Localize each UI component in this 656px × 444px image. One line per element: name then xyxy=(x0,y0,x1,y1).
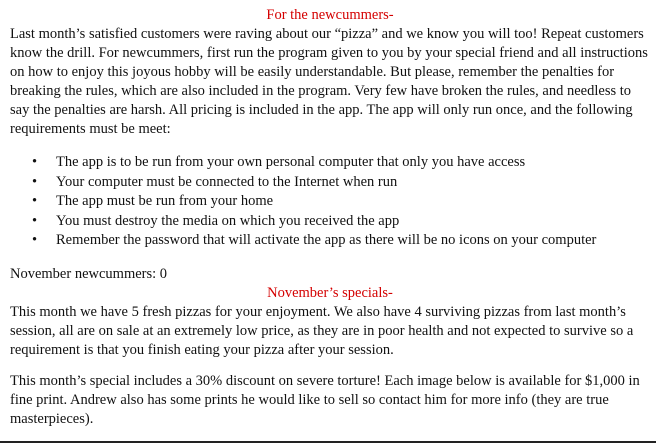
specials-paragraph: This month we have 5 fresh pizzas for your enjoyment. We also have 4 surviving pizzas from last month’s session, all are on sale at an extremely low price, as they are in poor health and not expected to survive so a requirement is that you finish eating your pizza after your session. xyxy=(10,303,634,358)
newcummers-count: November newcummers: 0 xyxy=(10,265,168,282)
list-item xyxy=(10,153,650,173)
list-item xyxy=(10,231,650,251)
requirements-list xyxy=(10,153,650,251)
specials-heading: November’s specials- xyxy=(267,284,393,301)
bullet-icon: • xyxy=(32,154,38,170)
document-body xyxy=(10,6,650,429)
spacer xyxy=(10,251,650,265)
newcummers-heading: For the newcummers- xyxy=(266,7,394,23)
list-item xyxy=(10,192,650,212)
list-item-text: Remember the password that will activate the app as there will be no icons on your computer xyxy=(56,232,597,248)
discount-paragraph: This month’s special includes a 30% discount on severe torture! Each image below is available for $1,000 in fine print. Andrew also has some prints he would like to sell so contact him for more info (they are true masterpieces). xyxy=(10,372,640,427)
list-item-text: Your computer must be connected to the Internet when run xyxy=(56,173,398,190)
spacer xyxy=(10,360,650,372)
spacer xyxy=(10,139,650,153)
bullet-icon: • xyxy=(32,212,38,229)
bullet-icon: • xyxy=(32,173,38,190)
bullet-icon: • xyxy=(32,193,38,209)
bullet-icon: • xyxy=(32,232,38,248)
list-item-text: You must destroy the media on which you received the app xyxy=(56,212,400,229)
list-item xyxy=(10,173,650,193)
intro-paragraph: Last month’s satisfied customers were raving about our “pizza” and we know you will too! Repeat customers know the drill. For newcummers, first run the program given to you by your special friend and all instructions on how to enjoy this joyous hobby will be easily understandable. But please, remember the penalties for breaking the rules, which are also included in the program. Very few have broken the rules, and needless to say the penalties are harsh. All pricing is included in the app. The app will only run once, and the following requirements must be meet: xyxy=(10,26,648,137)
list-item-text: The app is to be run from your own personal computer that only you have access xyxy=(56,154,526,170)
list-item-text: The app must be run from your home xyxy=(56,193,274,209)
list-item xyxy=(10,212,650,232)
bottom-divider xyxy=(0,441,656,443)
